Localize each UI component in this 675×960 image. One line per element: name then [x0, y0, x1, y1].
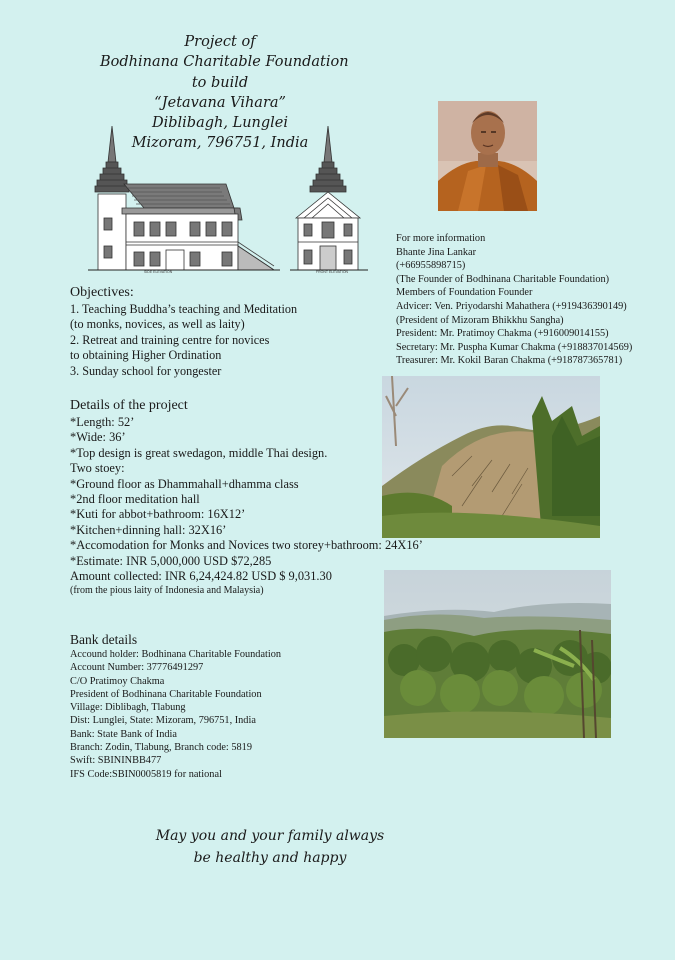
title-line: Project of	[184, 34, 256, 50]
bank-details-section	[70, 631, 281, 781]
objective-line: (to monks, novices, as well as laity)	[70, 317, 245, 332]
contact-line: Secretary: Mr. Puspha Kumar Chakma (+918837014569)	[396, 341, 633, 353]
closing-line: May you and your family always	[155, 828, 385, 844]
detail-line: *Accomodation for Monks and Novices two storey+bathroom: 24X16’	[70, 538, 423, 553]
contact-line: Advicer: Ven. Priyodarshi Mahathera (+919436390149)	[396, 300, 627, 312]
detail-line: *Kitchen+dinning hall: 32X16’	[70, 522, 227, 537]
detail-line: *Length: 52’	[70, 415, 135, 429]
objective-line: 1. Teaching Buddha’s teaching and Meditation	[70, 302, 298, 316]
title-line: Mizoram, 796751, India	[131, 135, 309, 152]
title-line: “Jetavana Vihara”	[154, 94, 286, 111]
contact-line: (+66955898715)	[396, 260, 466, 272]
bank-line: Branch: Zodin, Tlabung, Branch code: 5819	[70, 742, 252, 754]
closing-line: be healthy and happy	[193, 849, 347, 866]
detail-line: *2nd floor meditation hall	[70, 492, 200, 507]
bank-line: IFS Code:SBIN0005819 for national	[70, 768, 222, 780]
objective-line: 2. Retreat and training centre for novices	[70, 332, 270, 347]
contact-line: For more information	[396, 233, 486, 244]
bank-line: Account Number: 37776491297	[70, 662, 204, 674]
detail-line: *Estimate: INR 5,000,000 USD $72,285	[70, 553, 272, 568]
objectives-section	[70, 284, 297, 379]
founder-portrait-photo	[438, 101, 537, 211]
bank-line: Swift: SBININBB477	[70, 755, 162, 767]
forest-valley-site-photo	[384, 570, 611, 738]
details-note: (from the pious laity of Indonesia and Malaysia)	[70, 585, 264, 597]
title-line: Bodhinana Charitable Foundation	[100, 54, 349, 71]
closing-blessing	[140, 826, 400, 869]
bank-line: Bank: State Bank of India	[70, 728, 177, 740]
detail-line: *Ground floor as Dhammahall+dhamma class	[70, 476, 299, 491]
front-elevation-label: FRONT ELEVATION	[316, 270, 349, 274]
title-line: to build	[191, 74, 249, 91]
details-heading: Details of the project	[70, 398, 188, 413]
detail-line: *Top design is great swedagon, middle Thai design.	[70, 445, 328, 460]
detail-line: *Kuti for abbot+bathroom: 16X12’	[70, 507, 246, 522]
objective-line: to obtaining Higher Ordination	[70, 348, 222, 363]
bank-line: C/O Pratimoy Chakma	[70, 675, 165, 687]
contact-line: Members of Foundation Founder	[396, 287, 533, 299]
contact-line: Bhante Jina Lankar	[396, 246, 477, 258]
objective-line: 3. Sunday school for yongester	[70, 363, 222, 378]
contact-information	[396, 232, 632, 368]
title-line: Diblibagh, Lunglei	[151, 115, 289, 132]
bank-heading: Bank details	[70, 632, 138, 647]
detail-line: Amount collected: INR 6,24,424.82 USD $ 9,031.30	[70, 569, 332, 584]
contact-line: (The Founder of Bodhinana Charitable Foundation)	[396, 273, 610, 285]
objectives-heading: Objectives:	[70, 285, 134, 300]
detail-line: *Wide: 36’	[70, 430, 126, 445]
bank-line: Dist: Lunglei, State: Mizoram, 796751, India	[70, 715, 256, 727]
project-details-section	[70, 397, 423, 597]
contact-line: (President of Mizoram Bhikkhu Sangha)	[396, 314, 564, 326]
contact-line: Treasurer: Mr. Kokil Baran Chakma (+918787365781)	[396, 355, 623, 367]
bank-line: Accound holder: Bodhinana Charitable Foundation	[70, 649, 282, 660]
contact-line: President: Mr. Pratimoy Chakma (+916009014155)	[396, 328, 609, 340]
bank-line: President of Bodhinana Charitable Foundation	[70, 688, 262, 700]
bank-line: Village: Diblibagh, Tlabung	[70, 702, 186, 714]
detail-line: Two stoey:	[70, 461, 125, 476]
side-elevation-label: SIDE ELEVATION	[144, 270, 173, 274]
vihara-elevation-drawing	[84, 122, 374, 274]
